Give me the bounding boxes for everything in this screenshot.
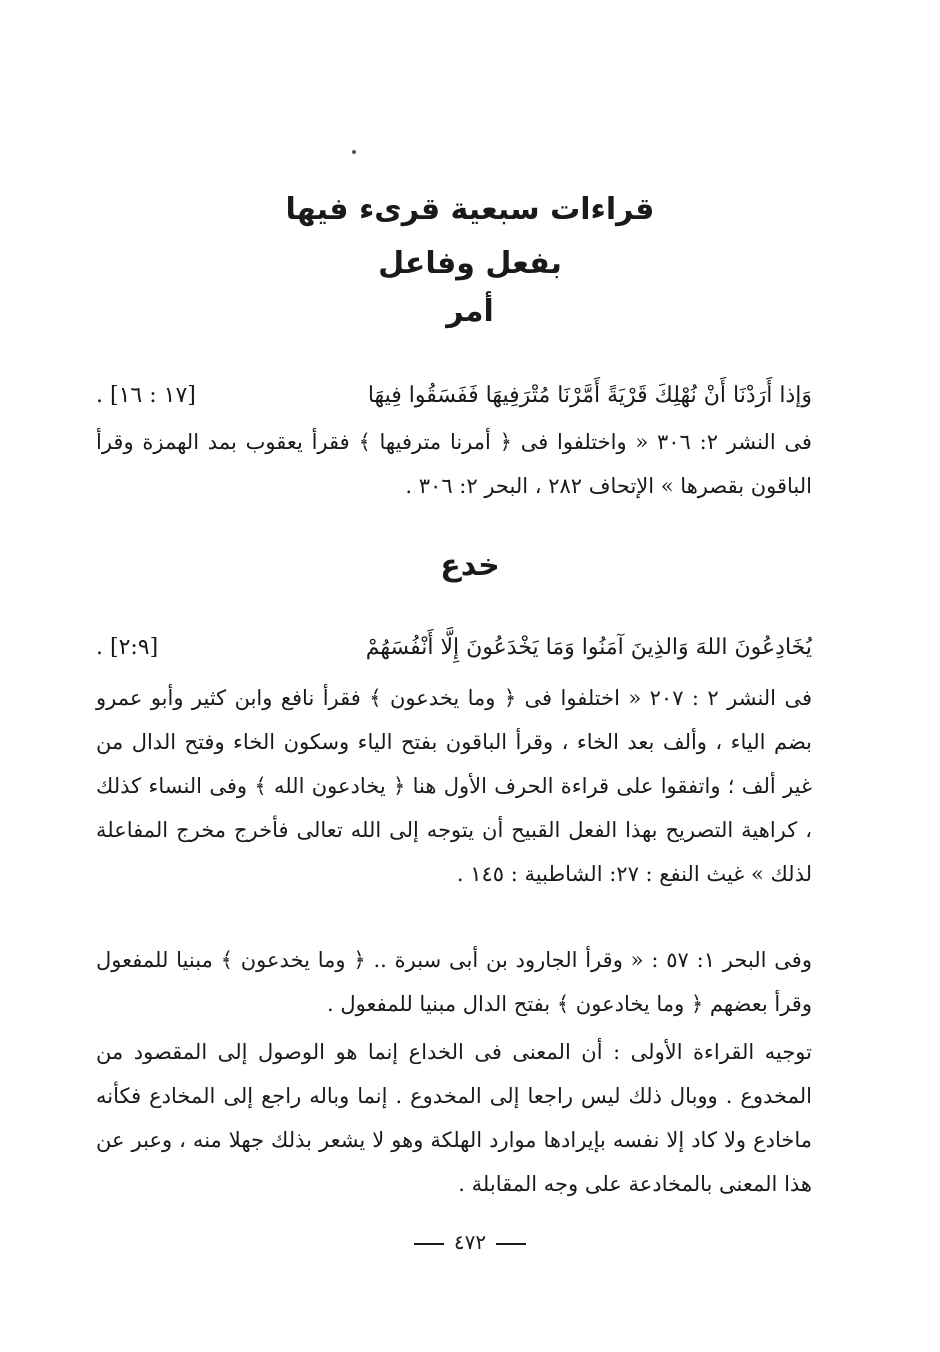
chapter-subtitle: بفعل وفاعل — [378, 246, 562, 281]
commentary-paragraph-3: وفى البحر ١: ٥٧ : « وقرأ الجارود بن أبى سبرة .. ﴿ وما يخدعون ﴾ مبنيا للمفعول وقرأ بعضهم ﴿ وما يخادعون ﴾ بفتح الدال مبنيا للمفعول . — [96, 948, 812, 1016]
section-heading-amr: أمر — [446, 294, 494, 329]
verse-reference: [٢:٩] . — [96, 635, 159, 660]
commentary-paragraph-1: فى النشر ٢: ٣٠٦ « واختلفوا فى ﴿ أمرنا مترفيها ﴾ فقرأ يعقوب بمد الهمزة وقرأ الباقون بقصرها » الإتحاف ٢٨٢ ، البحر ٢: ٣٠٦ . — [96, 430, 812, 498]
verse-reference: [١٧ : ١٦] . — [96, 383, 196, 408]
chapter-title: قراءات سبعية قرىء فيها — [285, 192, 655, 227]
footer-dash-left — [414, 1243, 444, 1245]
commentary-paragraph-2: فى النشر ٢ : ٢٠٧ « اختلفوا فى ﴿ وما يخدعون ﴾ فقرأ نافع وابن كثير وأبو عمرو بضم الياء ، وألف بعد الخاء ، وقرأ الباقون بفتح الياء وسكون الخاء وفتح الدال من غير ألف ؛ واتفقوا على قراءة الحرف الأول هنا ﴿ يخادعون الله ﴾ وفى النساء كذلك ، كراهية التصريح بهذا الفعل القبيح أن يتوجه إلى الله تعالى فأخرج مخرج المفاعلة لذلك » غيث النفع : ٢٧: الشاطبية : ١٤٥ . — [96, 686, 812, 886]
page-number-footer — [0, 1230, 940, 1254]
footer-dash-right — [496, 1243, 526, 1245]
page-number: ٤٧٢ — [453, 1230, 487, 1254]
quran-verse-2 — [96, 626, 812, 670]
commentary-paragraph-4: توجيه القراءة الأولى : أن المعنى فى الخداع إنما هو الوصول إلى المقصود من المخدوع . ووبال ذلك ليس راجعا إلى المخدوع . إنما وباله راجع إلى المخادع فكأنه ماخادع ولا كاد إلا نفسه بإيرادها موارد الهلكة وهو لا يشعر بذلك جهلا منه ، وعبر عن هذا المعنى بالمخادعة على وجه المقابلة . — [96, 1040, 812, 1196]
verse-text: وَإذا أَرَدْنَا أَنْ نُهْلِكَ قَرْيَةً أَمَّرْنَا مُتْرَفِيهَا فَفَسَقُوا فِيهَا — [367, 383, 812, 408]
scan-speck — [352, 150, 356, 154]
section-heading-khada: خدع — [440, 548, 500, 583]
verse-text: يُخَادِعُونَ اللهَ وَالذِينَ آمَنُوا وَمَا يَخْدَعُونَ إِلَّا أَنْفُسَهُمْ — [365, 635, 812, 660]
quran-verse-1 — [96, 374, 812, 418]
